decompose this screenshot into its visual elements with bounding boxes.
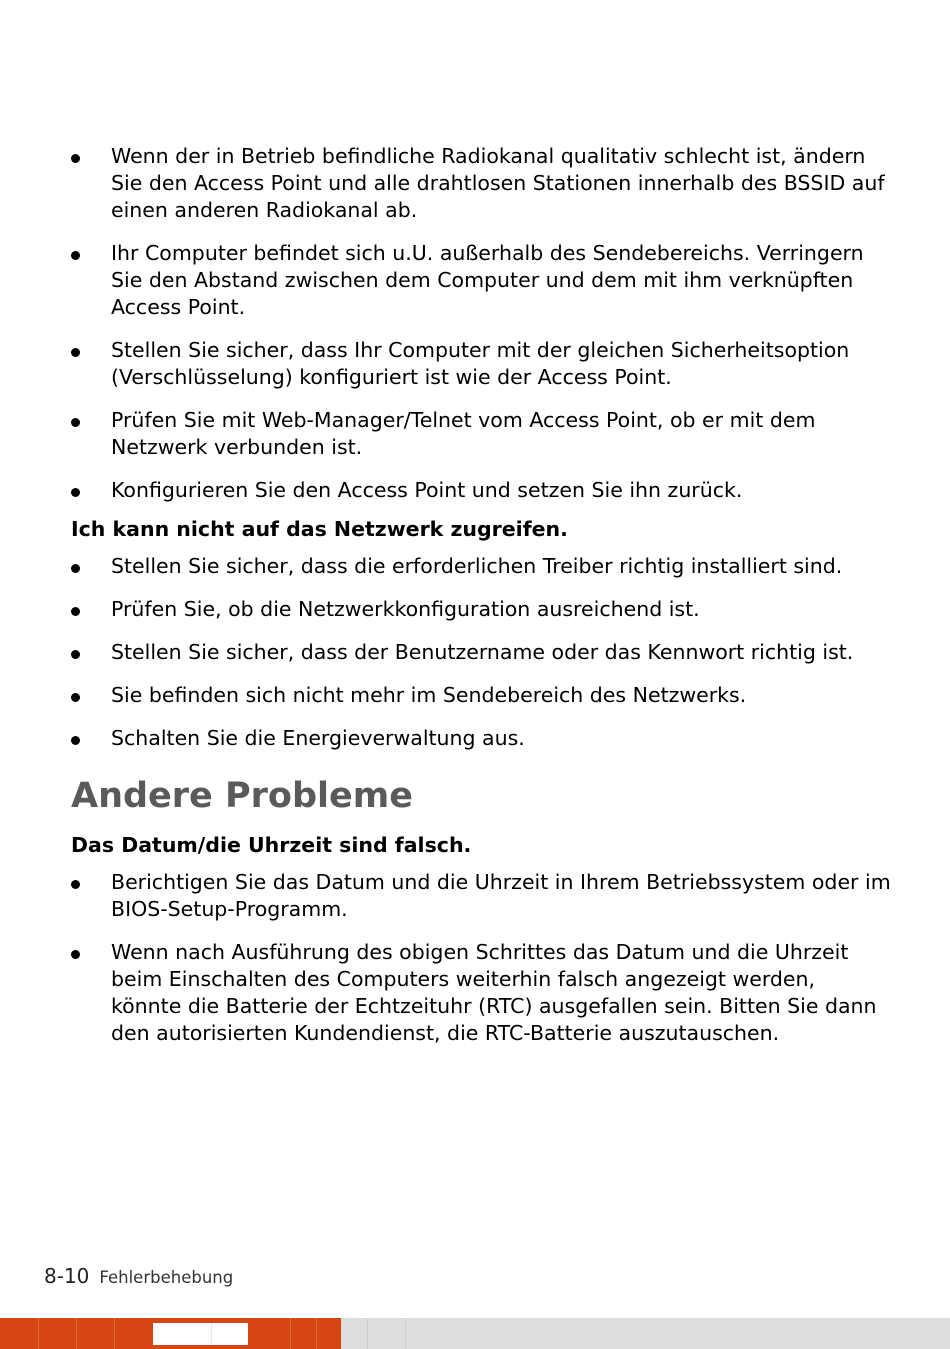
list-item-text: Sie befinden sich nicht mehr im Sendebereich des Netzwerks. — [111, 683, 747, 707]
list-item-text: Schalten Sie die Energieverwaltung aus. — [111, 726, 525, 750]
bullet-icon — [71, 693, 80, 702]
list-item — [71, 407, 891, 461]
bullet-icon — [71, 251, 80, 260]
bullet-icon — [71, 607, 80, 616]
list-item-text: Stellen Sie sicher, dass Ihr Computer mit der gleichen Sicherheitsoption (Verschlüsselung) konfiguriert ist wie der Access Point. — [111, 338, 850, 389]
list-item-text: Prüfen Sie, ob die Netzwerkkonfiguration ausreichend ist. — [111, 597, 700, 621]
bullet-icon — [71, 348, 80, 357]
page-footer — [44, 1264, 233, 1288]
bullet-icon — [71, 950, 80, 959]
list-item-text: Wenn der in Betrieb befindliche Radiokanal qualitativ schlecht ist, ändern Sie den Access Point und alle drahtlosen Stationen innerhalb des BSSID auf einen anderen Radiokanal ab. — [111, 144, 885, 222]
list-item-text: Wenn nach Ausführung des obigen Schrittes das Datum und die Uhrzeit beim Einschalten des Computers weiterhin falsch angezeigt werden, könnte die Batterie der Echtzeituhr (RTC) ausgefallen sein. Bitten Sie dann den autorisierten Kundendienst, die RTC-Batterie auszutauschen. — [111, 940, 877, 1045]
list-item-text: Konfigurieren Sie den Access Point und setzen Sie ihn zurück. — [111, 478, 743, 502]
section-title: Andere Probleme — [71, 776, 413, 816]
bullet-icon — [71, 418, 80, 427]
list-item — [71, 143, 891, 224]
list-item-text: Berichtigen Sie das Datum und die Uhrzeit in Ihrem Betriebssystem oder im BIOS-Setup-Programm. — [111, 870, 891, 921]
page-content — [71, 143, 891, 1063]
bullet-icon — [71, 154, 80, 163]
page-number: 8-10 — [44, 1264, 90, 1288]
network-access-list — [71, 553, 891, 752]
list-item — [71, 553, 891, 580]
accent-bar — [0, 1318, 341, 1349]
bullet-icon — [71, 736, 80, 745]
bullet-icon — [71, 564, 80, 573]
list-item — [71, 240, 891, 321]
list-item-text: Stellen Sie sicher, dass die erforderlichen Treiber richtig installiert sind. — [111, 554, 843, 578]
wireless-troubleshooting-list — [71, 143, 891, 504]
list-item — [71, 725, 891, 752]
list-item — [71, 639, 891, 666]
list-item-text: Stellen Sie sicher, dass der Benutzername oder das Kennwort richtig ist. — [111, 640, 854, 664]
list-item — [71, 596, 891, 623]
network-access-heading: Ich kann nicht auf das Netzwerk zugreifen. — [71, 517, 568, 541]
list-item — [71, 337, 891, 391]
list-item — [71, 477, 891, 504]
list-item — [71, 939, 891, 1047]
bullet-icon — [71, 650, 80, 659]
list-item — [71, 869, 891, 923]
list-item — [71, 682, 891, 709]
list-item-text: Prüfen Sie mit Web-Manager/Telnet vom Access Point, ob er mit dem Netzwerk verbunden ist. — [111, 408, 816, 459]
bullet-icon — [71, 880, 80, 889]
chapter-title: Fehlerbehebung — [99, 1268, 234, 1287]
bullet-icon — [71, 488, 80, 497]
date-time-heading: Das Datum/die Uhrzeit sind falsch. — [71, 833, 472, 857]
decorative-bottom-bar — [0, 1318, 950, 1349]
list-item-text: Ihr Computer befindet sich u.U. außerhalb des Sendebereichs. Verringern Sie den Abstand zwischen dem Computer und dem mit ihm verknüpften Access Point. — [111, 241, 864, 319]
date-time-list — [71, 869, 891, 1047]
accent-bar-highlight — [153, 1323, 248, 1345]
gray-bar — [341, 1318, 950, 1349]
